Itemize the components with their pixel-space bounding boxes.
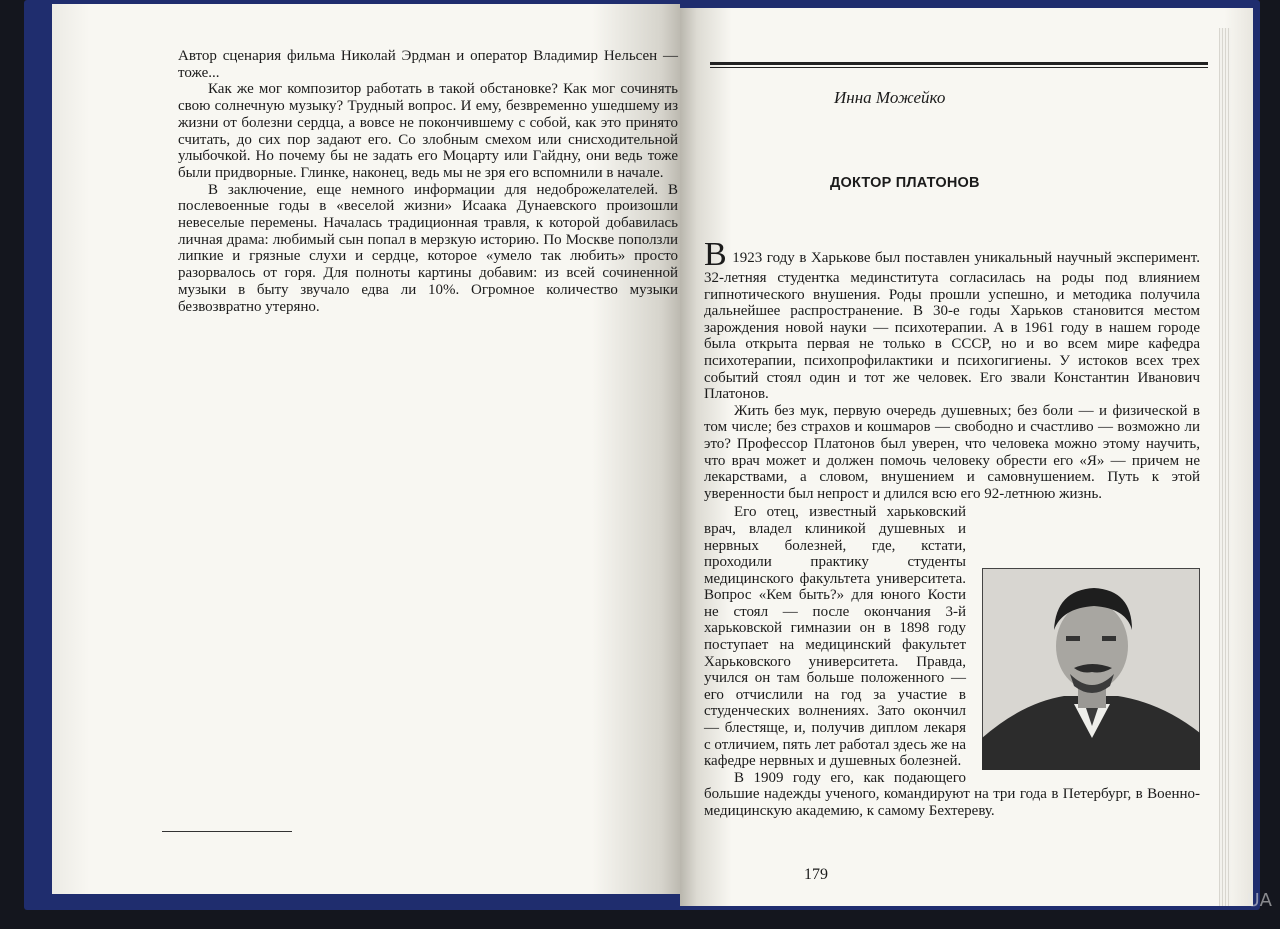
right-page-text [704,236,1200,820]
paragraph [704,236,1200,403]
paragraph: Как же мог композитор работать в такой обстановке? Как мог сочинять свою солнечную музыку? Трудный вопрос. И ему, безвременно ушедшему из жизни от болезни сердца, а вовсе не покончившему с собой, как это принято считать, до сих пор задают его. Со злобным смехом или снисходительной улыбочкой. Но почему бы не задать его Моцарту или Гайдну, они ведь тоже были придворные. Глинке, наконец, ведь мы не зря его вспомнили в начале. [178,81,678,181]
footnote-rule [162,831,292,832]
page-edges [1219,28,1231,906]
chapter-title: ДОКТОР ПЛАТОНОВ [830,175,980,191]
left-page-text [178,48,678,315]
left-page [52,4,680,894]
header-rule [710,62,1208,68]
paragraph-text: Его отец, известный харьковский врач, владел клиникой душевных и нервных болезней, где, кстати, проходили практику студенты медицинского факультета университета. Вопрос «Кем быть?» для юного Кости не стоял — после окончания 3-й харьковской гимназии он в 1898 году поступает на медицинский факультет Харьковского университета. Правда, учился он там больше положенного — его отчислили на год за участие в студенческих волнениях. Зато окончил — блестяще, и, получив диплом лекаря с отличием, пять лет работал здесь же на кафедре нервных и душевных болезней. [704,504,966,770]
paragraph-text: 1923 году в Харькове был поставлен уникальный научный эксперимент. 32-летняя студентка мединститута согласилась на роды под влиянием гипнотического внушения. Роды прошли успешно, и методика получила дальнейшее распространение. В 30-е годы Харьков становится местом зарождения новой науки — психотерапии. А в 1961 году в нашем городе была открыта первая не только в СССР, но и во всем мире кафедра психотерапии, психопрофилактики и психогигиены. У истоков всех трех событий стоял один и тот же человек. Его звали Константин Иванович Платонов. [704,250,1200,403]
portrait-photo [982,568,1200,770]
page-number: 179 [804,866,828,883]
running-head: Инна Можейко [834,88,946,107]
paragraph [704,504,1200,770]
paragraph: В заключение, еще немного информации для недоброжелателей. В послевоенные годы в «веселой жизни» Исаака Дунаевского произошли невеселые перемены. Началась традиционная травля, к которой добавилась личная драма: любимый сын попал в мерзкую историю. По Москве поползли липкие и грязные слухи и сердце, которое «умело так любить» просто разорвалось от горя. Для полноты картины добавим: из всей сочиненной музыки в быту звучало едва ли 10%. Огромное количество музыки безвозвратно утеряно. [178,181,678,315]
paragraph: Автор сценария фильма Николай Эрдман и оператор Владимир Нельсен — тоже... [178,48,678,81]
drop-cap: В [704,236,727,273]
paragraph: В 1909 году его, как подающего большие надежды ученого, командируют на три года в Петербург, в Военно-медицинскую академию, к самому Бехтереву. [704,769,1200,819]
watermark: UA [1246,890,1272,911]
right-page [680,8,1253,906]
paragraph: Жить без мук, первую очередь душевных; без боли — и физической в том числе; без страхов и кошмаров — свободно и счастливо — возможно ли это? Профессор Платонов был уверен, что человека можно этому научить, что врач может и должен помочь человеку обрести его «Я» — причем не лекарствами, а словом, внушением и самовнушением. Путь к этой уверенности был непрост и длился всю его 92-летнюю жизнь. [704,402,1200,502]
